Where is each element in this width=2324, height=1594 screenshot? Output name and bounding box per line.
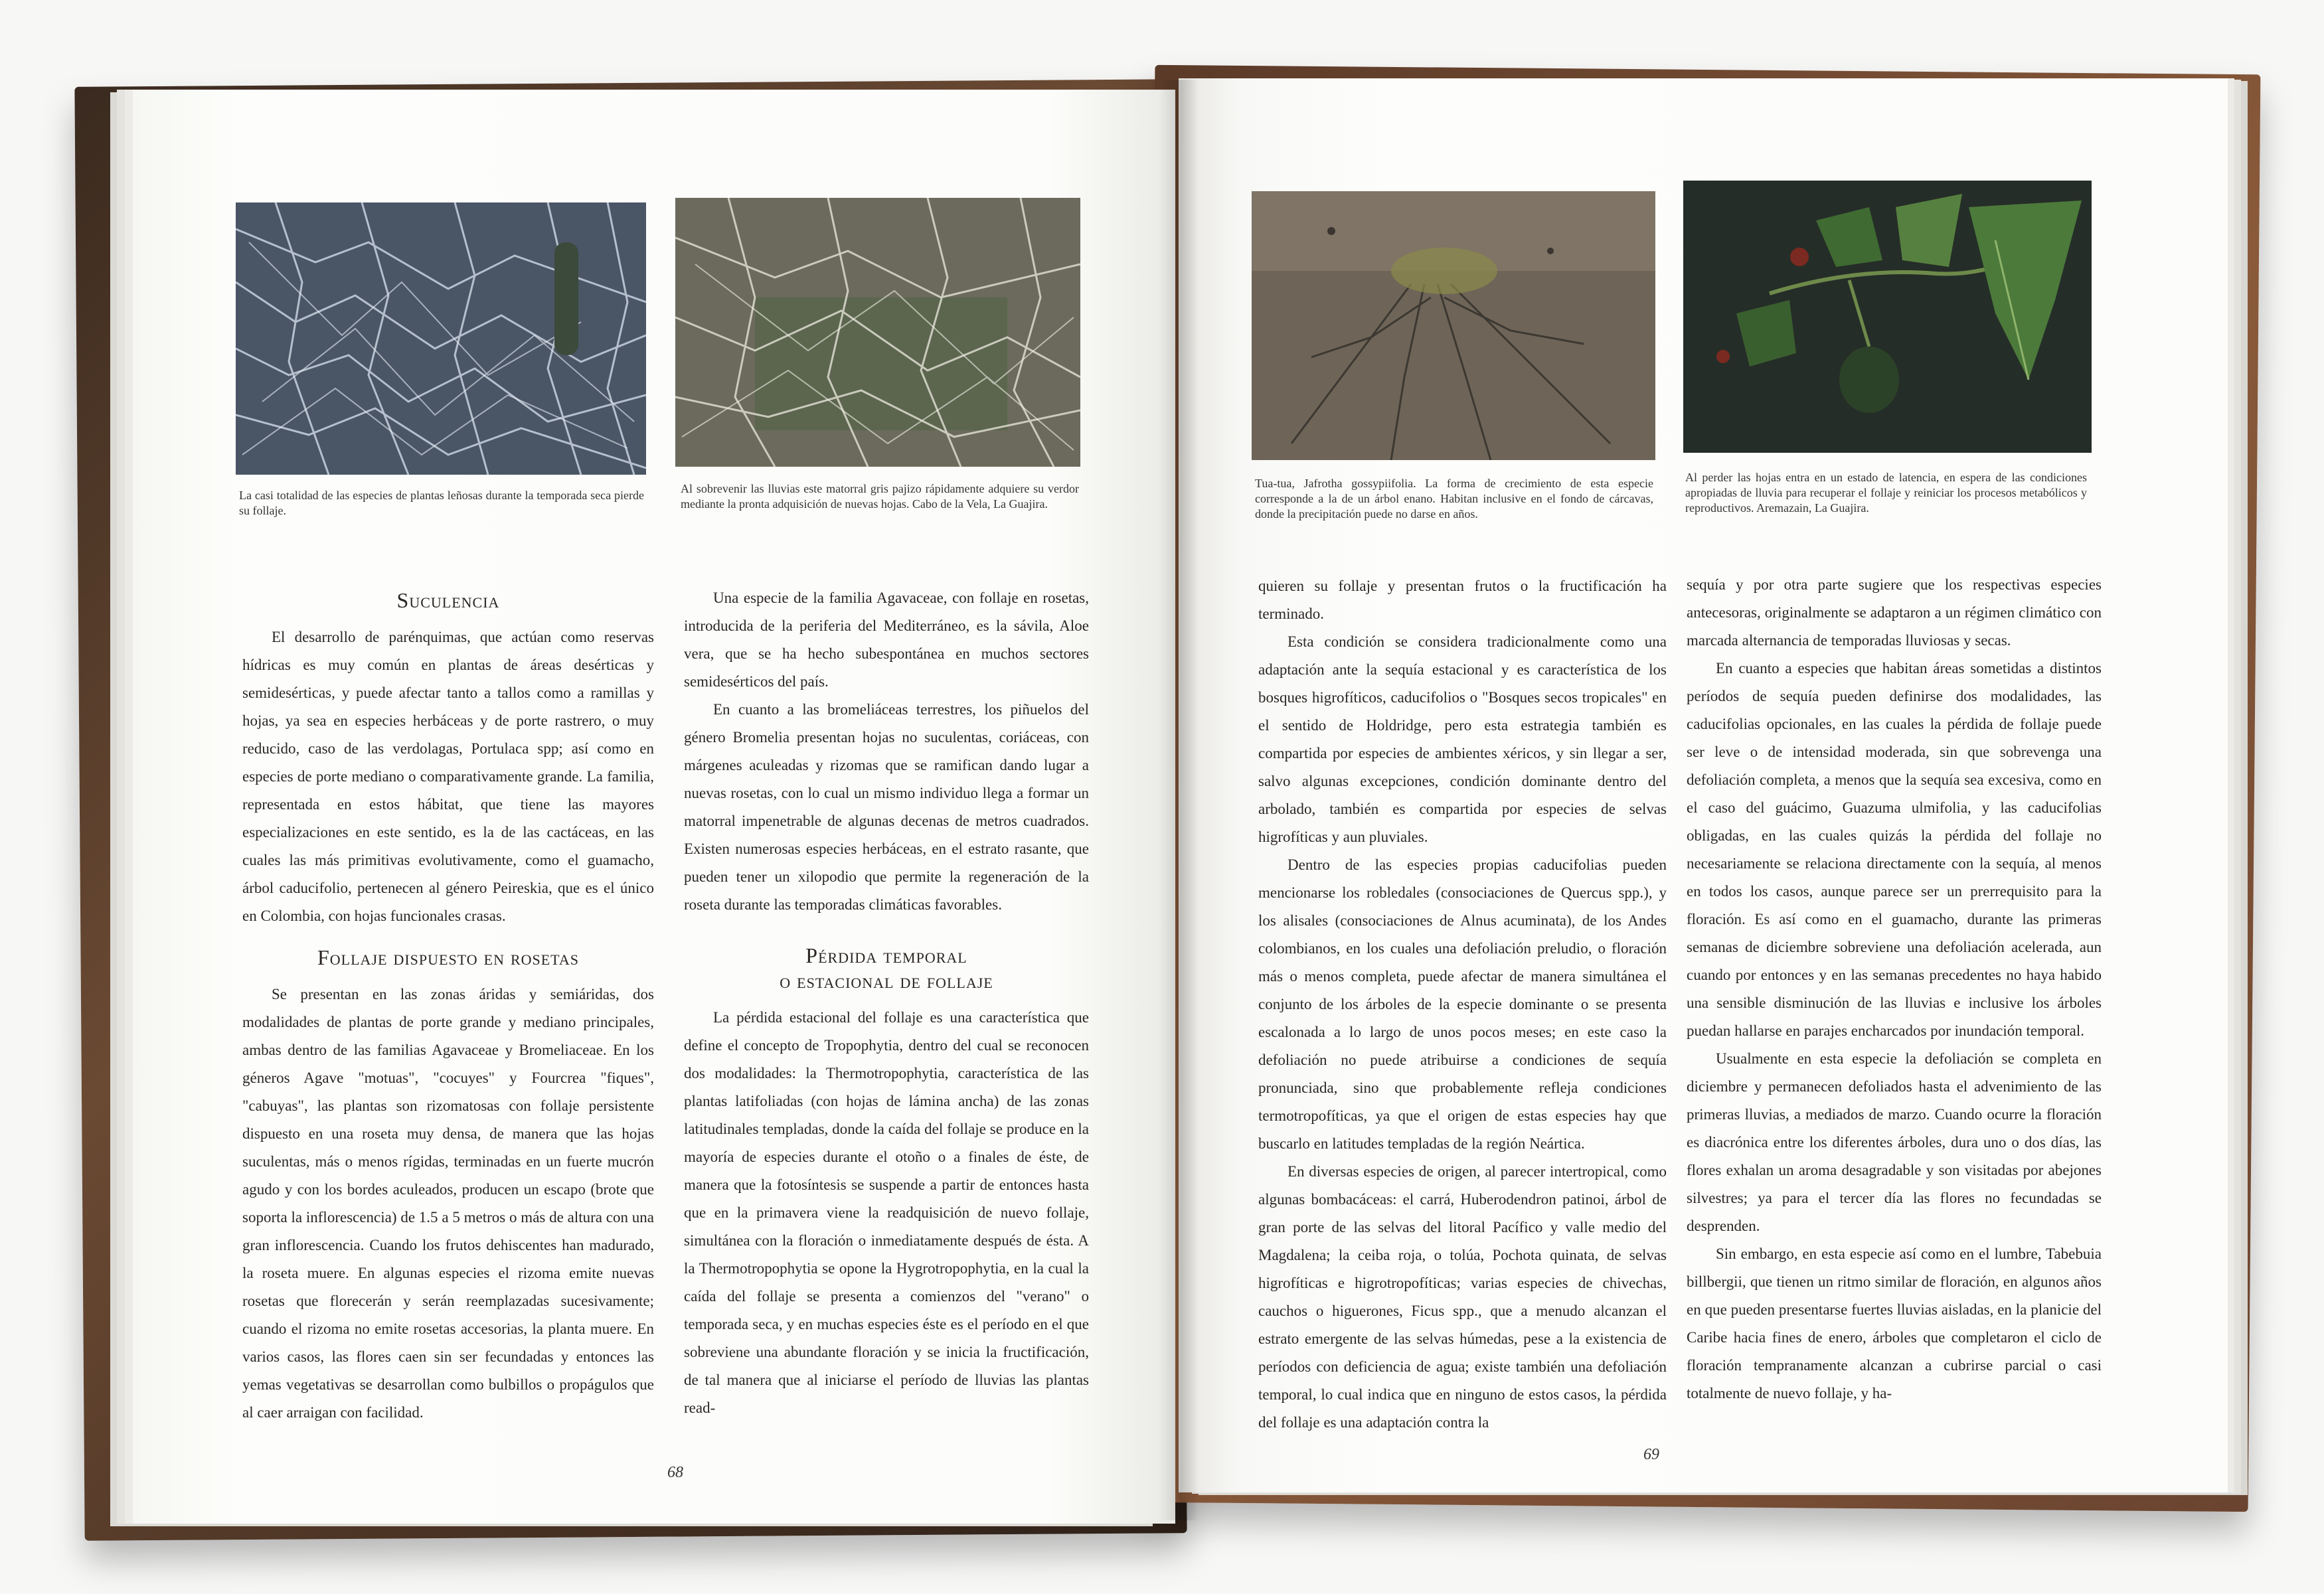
paragraph: En cuanto a las bromeliáceas terrestres, los piñuelos del género Bromelia presentan hojas no suculentas, coriáceas, con márgenes aculeadas y rizomas que se ramifican dando lugar a nuevas rosetas, con lo cual un mismo individuo llega a formar un matorral impenetrable de algunas decenas de metros cuadrados. Existen numerosas especies herbáceas, en el estrato rasante, que pueden tener un xilopodio que permite la regeneración de la roseta durante las temporadas climáticas favorables. [684, 701, 1089, 913]
page-number-right: 69 [1643, 1446, 1659, 1463]
photo-caption-3: Tua-tua, Jafrotha gossypiifolia. La forma de crecimiento de esta especie corresponde a la de un árbol enano. Habitan inclusive en el fondo de cárcavas, donde la precipitación puede no darse en años. [1255, 477, 1653, 520]
paragraph: En diversas especies de origen, al parecer intertropical, como algunas bombacáceas: el carrá, Huberodendron patinoi, árbol de gran porte de las selvas del litoral Pacífico y valle medio del Magdalena; la ceiba roja, o tolúa, Pochota quinata, de selvas higrofíticas e higrotropofíticas; varias especies de chivechas, cauchos o higuerones, Ficus spp., que a menudo alcanzan el estrato emergente de las selvas húmedas, pese a la existencia de períodos con deficiencia de agua; existe también una defoliación temporal, lo cual indica que en ninguno de estos casos, la pérdida del follaje es una adaptación contra la [1258, 1163, 1667, 1431]
dry-thorny-shrubs-photo [236, 202, 646, 475]
book-gutter [1159, 80, 1199, 1520]
section-heading-perdida-line2: o estacional de follaje [780, 969, 993, 993]
paragraph: La pérdida estacional del follaje es una característica que define el concepto de Tropophytia, dentro del cual se reconocen dos modalidades: la Thermotropophytia, característica de las plantas latifoliadas (con hojas de lámina ancha) de las zonas latitudinales templadas, donde la caída del follaje se produce en la mayoría de especies durante el otoño o a finales de éste, de manera que la fotosíntesis se suspende a partir de entonces hasta que en la primavera viene la readquisición de nuevo follaje, simultánea con la floración o inmediatamente después de ésta. A la Thermotropophytia se opone la Hygrotropophytia, en la cual la caída del follaje se presenta a comienzos del "verano" o temporada seca, y en muchas especies éste es el período en el que sobreviene una abundante floración y se inicia la fructificación, de tal manera que al iniciarse el período de lluvias las plantas read- [684, 1009, 1089, 1416]
right-column-1 [1258, 572, 1667, 1437]
paragraph: Una especie de la familia Agavaceae, con follaje en rosetas, introducida de la periferia del Mediterráneo, es la sávila, Aloe vera, que se ha hecho subespontánea en muchos sectores semidesérticos del país. [684, 590, 1089, 690]
paragraph: quieren su follaje y presentan frutos o la fructificación ha terminado. [1258, 578, 1667, 622]
section-heading-rosetas: Follaje dispuesto en rosetas [317, 945, 579, 969]
tua-tua-shrub-photo [1252, 191, 1655, 460]
right-column-2 [1687, 571, 2102, 1407]
paragraph: Esta condición se considera tradicionalmente como una adaptación ante la sequía estacional y es característica de los bosques higrofíticos, caducifolios o "Bosques secos tropicales" en el sentido de Holdridge, pero esta estrategia también es compartida por especies de ambientes xéricos, y sin llegar a ser, salvo algunas excepciones, condición dominante dentro del arbolado, también es compartida por especies de selvas higrofíticas y aun pluviales. [1258, 633, 1667, 845]
paragraph: Usualmente en esta especie la defoliación se completa en diciembre y permanecen defoliados hasta el advenimiento de las primeras lluvias, a mediados de marzo. Cuando ocurre la floración es diacrónica entre los diferentes árboles, dura uno o dos días, las flores exhalan un aroma desagradable y son visitadas por abejones silvestres; ya para el tercer día las flores no fecundadas se desprenden. [1687, 1050, 2102, 1234]
paragraph: sequía y por otra parte sugiere que los respectivas especies antecesoras, originalmente se adaptaron a un régimen climático con marcada alternancia de temporadas lluviosas y secas. [1687, 576, 2102, 649]
left-column-1 [242, 588, 654, 1427]
left-column-2 [684, 584, 1089, 1422]
paragraph: En cuanto a especies que habitan áreas sometidas a distintos períodos de sequía pueden definirse dos modalidades, las caducifolias opcionales, en las cuales la pérdida de follaje puede ser leve o de intensidad moderada, sin que sobrevenga una defoliación completa, a menos que la sequía sea excesiva, como en el caso del guácimo, Guazuma ulmifolia, y las caducifolias obligadas, en las cuales quizás la pérdida del follaje no necesariamente se relaciona directamente con la sequía, al menos en todos los casos, aunque parece ser un prerrequisito para la floración. Es así como en el guamacho, durante las primeras semanas de diciembre sobreviene una defoliación acelerada, aun cuando por entonces y en las semanas precedentes no haya habido una sensible disminución de las lluvias e inclusive los árboles puedan hallarse en parajes encharcados por inundación temporal. [1687, 660, 2102, 1039]
paragraph: Se presentan en las zonas áridas y semiáridas, dos modalidades de plantas de porte grande y mediano principales, ambas dentro de las familias Agavaceae y Bromeliaceae. En los géneros Agave "motuas", "cocuyes" y Fourcrea "fiques", "cabuyas", las plantas son rizomatosas con follaje persistente dispuesto en una roseta muy densa, de manera que las hojas suculentas, más o menos rígidas, terminadas en un fuerte mucrón agudo y con los bordes aculeados, producen un escapo (brote que soporta la inflorescencia) de 1.5 a 5 metros o más de altura con una gran inflorescencia. Cuando los frutos dehiscentes han madurado, la roseta muere. En algunas especies el rizoma emite nuevas rosetas que florecerán y serán reemplazadas sucesivamente; cuando el rizoma no emite rosetas accesorias, la planta muere. En varios casos, las flores caen sin ser fecundadas y entonces las yemas vegetativas se desarrollan como bulbillos o propágulos que al caer arraigan con facilidad. [242, 986, 654, 1421]
gray-matorral-photo [675, 198, 1080, 467]
paragraph: El desarrollo de parénquimas, que actúan como reservas hídricas es muy común en plantas de áreas desérticas y semidesérticas, y puede afectar tanto a tallos como a ramillas y hojas, ya sea en especies herbáceas y de porte rastrero, o muy reducido, caso de las verdolagas, Portulaca spp; así como en especies de porte mediano o comparativamente grande. La familia, representada en estos hábitat, que tiene las mayores especializaciones en este sentido, es la de las cactáceas, en las cuales las más primitivas evolutivamente, como el guamacho, árbol caducifolio, pertenecen al género Peireskia, que es el único en Colombia, con hojas funcionales crasas. [242, 629, 654, 924]
paragraph: Sin embargo, en esta especie así como en el lumbre, Tabebuia billbergii, que tienen un ritmo similar de floración, en algunos años en que pueden presentarse fuertes lluvias aisladas, en la planicie del Caribe hacia fines de enero, árboles que completaron el ciclo de floración tempranamente alcanzan a cubrirse parcial o casi totalmente de nuevo follaje, y ha- [1687, 1245, 2102, 1401]
photo-caption-1: La casi totalidad de las especies de plantas leñosas durante la temporada seca pierde su follaje. [239, 489, 644, 517]
photo-caption-2: Al sobrevenir las lluvias este matorral gris pajizo rápidamente adquiere su verdor mediante la pronta adquisición de nuevas hojas. Cabo de la Vela, La Guajira. [681, 482, 1079, 511]
photo-caption-4: Al perder las hojas entra en un estado de latencia, en espera de las condiciones apropiadas de lluvia para recuperar el follaje y reiniciar los procesos metabólicos y reproductivos. Aremazain, La Guajira. [1685, 471, 2087, 515]
paragraph: Dentro de las especies propias caducifolias pueden mencionarse los robledales (consociaciones de Quercus spp.), y los alisales (consociaciones de Alnus acuminata), de los Andes colombianos, en los cuales una defoliación preludio, o floración más o menos completa, puede afectar de manera simultánea el conjunto de los árboles de la especie dominante o se presenta escalonada a lo largo de unos pocos meses; en este caso la defoliación no puede atribuirse a condiciones de sequía pronunciada, sino que probablemente refleja condiciones termotropofíticas, ya que el origen de estas especies hay que buscarlo en latitudes templadas de la región Neártica. [1258, 856, 1667, 1152]
page-number-left: 68 [667, 1464, 683, 1481]
section-heading-perdida: Pérdida temporal [805, 943, 967, 967]
green-leaves-photo [1683, 181, 2092, 453]
section-heading-suculencia: Suculencia [396, 588, 500, 612]
